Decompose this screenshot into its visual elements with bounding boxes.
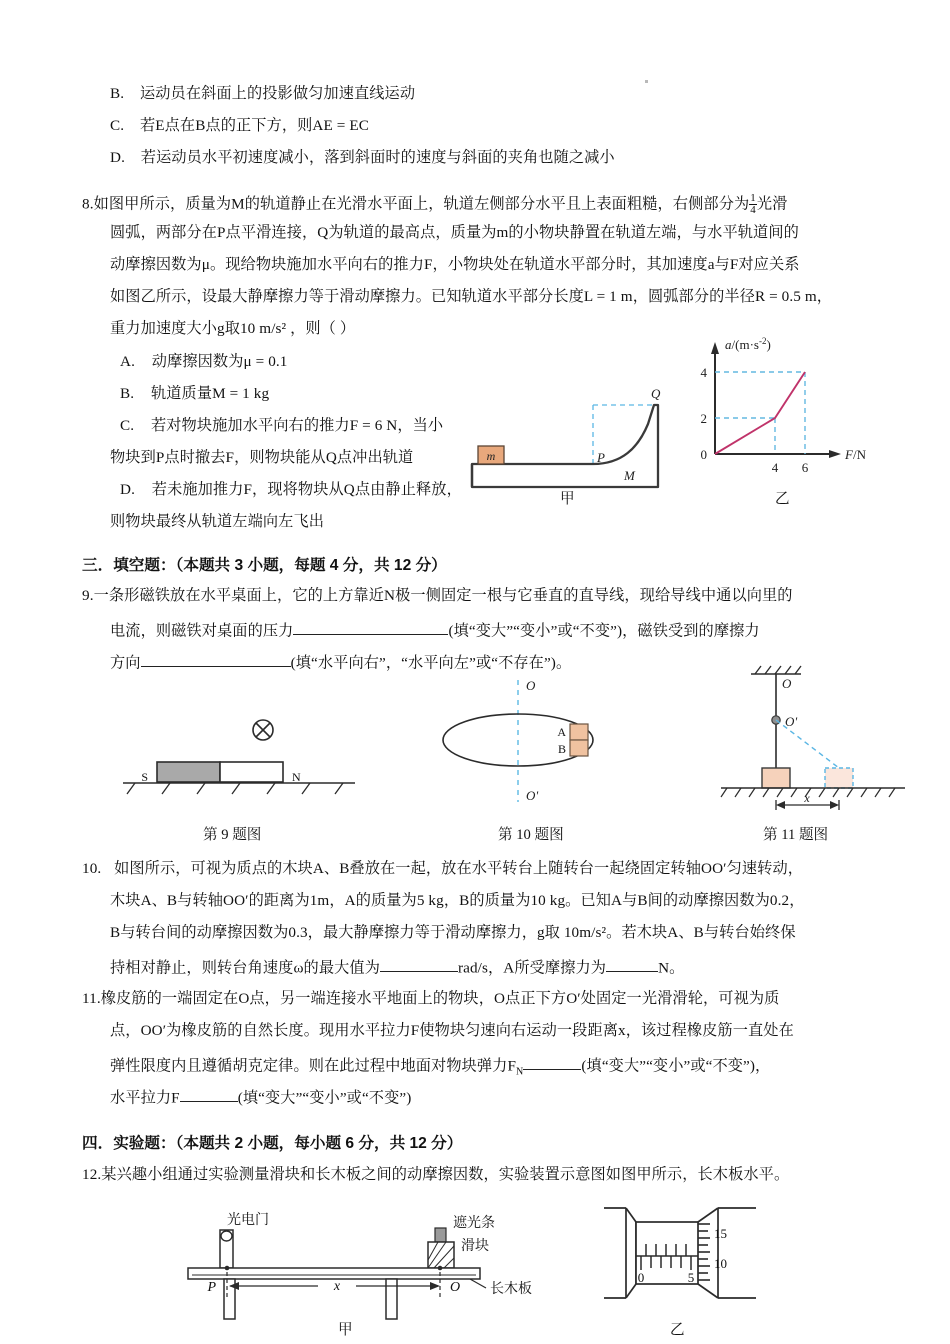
block-A-label: A: [557, 725, 566, 739]
q8-stem-2-text: 圆弧，两部分在P点平滑连接，Q为轨道的最高点，质量为m的小物块静置在轨道左端，与水平轨道间的: [110, 224, 799, 241]
section-4-heading: 四．实验题：（本题共 2 小题，每小题 6 分，共 12 分）: [82, 1135, 463, 1152]
y-tick-4: 4: [700, 365, 707, 380]
q7-option-b: [110, 86, 415, 101]
axis-bottom-label-O-prime: O': [526, 788, 539, 803]
magnet-n-label: N: [292, 770, 301, 784]
point-O-prime-label: O': [785, 714, 798, 729]
q8-option-d-cont: [110, 514, 324, 529]
q8-option-d-cont-text: 则物块最终从轨道左端向左飞出: [110, 513, 325, 530]
q9-line-3-suffix: (填“水平向右”，“水平向左”或“不存在”)。: [290, 654, 572, 672]
q11-line-1-text: 橡皮筋的一端固定在O点，另一端连接水平地面上的物块，O点正下方O′处固定一光滑滑轮，可视为质: [100, 990, 780, 1007]
q8-fraction-one-quarter: $\frac{1}{4}$: [750, 192, 756, 217]
q11-line-4: [110, 1087, 411, 1106]
q10-line-1: [82, 861, 803, 876]
q8-option-a: [120, 354, 288, 369]
q11-line-3-suffix: (填“变大”“变小”或“不变”)，: [581, 1057, 771, 1075]
point-P-label: P: [207, 1280, 216, 1295]
q7-option-c-letter: C.: [110, 117, 125, 134]
q12-number: 12.: [82, 1166, 102, 1183]
q10-turntable-svg: [430, 672, 660, 812]
q10-line-2: [110, 893, 804, 908]
q8-stem-3-text: 动摩擦因数为μ。现给物块施加水平向右的推力F，小物块处在轨道水平部分时，其加速度a与F对应关系: [110, 256, 800, 273]
q11-line-2: [110, 1023, 794, 1038]
photogate-sensor: [221, 1231, 232, 1241]
block-B-label: B: [557, 742, 566, 756]
q8-option-a-letter: A.: [120, 353, 135, 370]
q7-option-b-text: 运动员在斜面上的投影做匀加速直线运动: [139, 85, 416, 102]
q11-figure-caption: 第 11 题图: [763, 827, 829, 843]
q8-jia-caption: 甲: [560, 491, 575, 507]
aF-data-line: [715, 372, 805, 454]
q12-figure-jia: [170, 1200, 560, 1340]
q10-line-3-text: B与转台间的动摩擦因数为0.3，最大静摩擦力等于滑动摩擦力，g取 10m/s²。若木块A、B与转台始终保: [110, 924, 796, 941]
q9-number: 9.: [82, 587, 94, 604]
q11-answer-blank-1[interactable]: [523, 1055, 581, 1070]
q8-option-d-letter: D.: [120, 481, 135, 498]
thimble-label-15: 15: [714, 1226, 727, 1241]
q7-option-d-letter: D.: [110, 149, 125, 166]
q8-option-a-text: 动摩擦因数为μ = 0.1: [151, 353, 288, 370]
current-into-page-icon: [253, 720, 273, 740]
slider-block: [428, 1242, 454, 1268]
y-axis-arrow: [711, 342, 719, 354]
chart-axes: [715, 350, 833, 454]
block-displaced-position: [825, 768, 853, 788]
x-axis-arrow: [829, 450, 841, 458]
q8-stem-line-1: [82, 193, 787, 216]
q11-FN-subscript: N: [516, 1066, 524, 1078]
point-q-label: Q: [651, 386, 661, 401]
q10-line-4: [110, 957, 684, 976]
q7-option-d-text: 若运动员水平初速度减小，落到斜面时的速度与斜面的夹角也随之减小: [140, 149, 615, 166]
q9-line-2: [110, 620, 760, 639]
q8-option-c-cont: [110, 450, 413, 465]
micrometer-thimble: [698, 1208, 756, 1298]
q8-stem-line-3: [110, 257, 800, 272]
x-axis-label: F/N: [845, 447, 866, 462]
q9-line-1-text: 一条形磁铁放在水平桌面上，它的上方靠近N极一侧固定一根与它垂直的直导线，现给导线中通以向里的: [93, 587, 793, 604]
point-O-label: O: [782, 676, 792, 691]
q8-fraction-suffix: 光滑: [756, 195, 788, 213]
q10-answer-blank-2[interactable]: [606, 957, 658, 972]
chart-guide-dashes: [715, 372, 805, 454]
q10-number: 10.: [82, 860, 102, 877]
photogate-label: 光电门: [227, 1213, 269, 1228]
q10-line-4-prefix: 持相对静止，则转台角速度ω的最大值为: [110, 959, 380, 977]
q8-yi-caption: 乙: [775, 491, 790, 507]
q8-option-b-letter: B.: [120, 385, 135, 402]
q11-line-3-text: 弹性限度内且遵循胡克定律。则在此过程中地面对物块弹力F: [110, 1057, 517, 1075]
q8-option-b: [120, 386, 269, 401]
shade-strip-label: 遮光条: [453, 1216, 495, 1231]
ceiling-hatching: [755, 666, 801, 674]
x-tick-6: 6: [801, 460, 809, 475]
q12-yi-caption: 乙: [670, 1322, 685, 1338]
point-O-label: O: [450, 1280, 461, 1295]
q9-figure-caption: 第 9 题图: [203, 827, 262, 843]
q9-answer-blank-2[interactable]: [141, 652, 291, 667]
q9-line-1: [82, 588, 793, 603]
y-tick-2: 2: [700, 411, 707, 426]
shade-strip: [435, 1228, 446, 1242]
scan-artifact-dot: [645, 80, 648, 83]
ground-hatching: [127, 783, 343, 794]
block-original-position: [762, 768, 790, 788]
point-P-marker: [225, 1266, 230, 1271]
dim-arrow-left: [776, 801, 785, 809]
stretched-band-dashed: [776, 720, 839, 768]
point-O-marker: [438, 1266, 443, 1271]
q9-line-3-prefix: 方向: [110, 654, 141, 672]
q10-figure-caption: 第 10 题图: [498, 827, 564, 843]
magnet-north-half: [220, 762, 283, 782]
q9-line-2-prefix: 电流，则磁铁对桌面的压力: [110, 622, 294, 640]
q9-magnet-svg: [115, 688, 405, 813]
q8-option-c-cont-text: 物块到P点时撤去F，则物块能从Q点冲出轨道: [110, 449, 414, 466]
long-board: [188, 1268, 480, 1279]
q11-line-4-prefix: 水平拉力F: [110, 1089, 180, 1107]
q8-option-d: [120, 482, 462, 497]
q11-line-4-suffix: (填“变大”“变小”或“不变”): [237, 1089, 412, 1107]
q11-answer-blank-2[interactable]: [180, 1087, 238, 1102]
q10-answer-blank-1[interactable]: [380, 957, 458, 972]
q8-number: 8.: [82, 195, 94, 213]
q8-option-d-text: 若未施加推力F，现将物块从Q点由静止释放，: [151, 481, 462, 498]
q12-jia-caption: 甲: [338, 1322, 353, 1338]
board-leader-line: [470, 1279, 486, 1288]
q10-line-4-middle: rad/s，A所受摩擦力为: [457, 959, 607, 977]
main-scale-label-0: 0: [637, 1270, 645, 1285]
support-leg-right: [386, 1279, 397, 1319]
q10-line-1-text: 如图所示，可视为质点的木块A、B叠放在一起，放在水平转台上随转台一起绕固定转轴OO′匀速转动，: [114, 860, 804, 877]
q12-line-1: [82, 1167, 789, 1182]
slider-label: 滑块: [461, 1239, 489, 1254]
q8-stem-1-text: 如图甲所示，质量为M的轨道静止在光滑水平面上，轨道左侧部分水平且上表面粗糙，右侧部分为: [93, 195, 750, 213]
q10-line-4-suffix: N。: [658, 959, 685, 977]
q10-line-2-text: 木块A、B与转轴OO′的距离为1m，A的质量为5 kg，B的质量为10 kg。已知A与B间的动摩擦因数为0.2，: [110, 892, 805, 909]
axis-top-label-O: O: [526, 678, 536, 693]
q9-figure: [115, 688, 405, 813]
q11-line-3: [110, 1055, 770, 1078]
q8-stem-line-4: [110, 289, 832, 304]
q7-option-b-letter: B.: [110, 85, 125, 102]
q8-option-c-text: 若对物块施加水平向右的推力F = 6 N，当小: [150, 417, 444, 434]
q8-stem-line-2: [110, 225, 799, 240]
block-m-label: m: [486, 449, 496, 463]
q7-option-c-text: 若E点在B点的正下方，则AE = EC: [139, 117, 369, 134]
micrometer-left-frame: [604, 1208, 636, 1298]
long-board-label: 长木板: [490, 1282, 532, 1297]
q11-figure: [715, 660, 910, 815]
magnet-south-half: [157, 762, 220, 782]
q11-line-2-text: 点，OO′为橡皮筋的自然长度。现用水平拉力F使物块匀速向右运动一段距离x，该过程橡皮筋一直处在: [110, 1022, 794, 1039]
thimble-scale-ticks: [698, 1224, 710, 1280]
x-tick-4: 4: [771, 460, 779, 475]
q8-figure-yi-chart: [693, 332, 868, 477]
q11-line-1: [82, 991, 779, 1006]
block-B: [570, 740, 588, 756]
q9-line-3: [110, 652, 571, 671]
q8-figure-jia: [452, 372, 677, 502]
thimble-label-10: 10: [714, 1256, 727, 1271]
q8-option-c: [120, 418, 443, 433]
q9-answer-blank-1[interactable]: [293, 620, 448, 635]
q8-jia-svg: [452, 372, 677, 502]
q7-option-d: [110, 150, 615, 165]
q10-line-3: [110, 925, 796, 940]
aF-chart-svg: [693, 332, 868, 477]
q7-option-c: [110, 118, 369, 133]
q8-stem-line-5: [110, 321, 355, 336]
q8-stem-5-text: 重力加速度大小g取10 m/s² ，则（ ）: [110, 320, 356, 337]
distance-x-label: x: [333, 1279, 341, 1294]
magnet-s-label: S: [141, 770, 148, 784]
q12-figure-yi: [600, 1196, 760, 1321]
main-scale-label-5: 5: [687, 1270, 695, 1285]
micrometer-svg: [600, 1196, 760, 1321]
dim-arrow-right: [830, 801, 839, 809]
q8-stem-4-text: 如图乙所示，设最大静摩擦力等于滑动摩擦力。已知轨道水平部分长度L = 1 m，圆弧部分的半径R = 0.5 m，: [110, 288, 833, 305]
dimension-x-label: x: [804, 791, 810, 805]
q11-number: 11.: [82, 990, 101, 1007]
q8-option-c-letter: C.: [120, 417, 135, 434]
q10-figure: [430, 672, 660, 812]
origin-label: 0: [700, 447, 707, 462]
q12-line-1-text: 某兴趣小组通过实验测量滑块和长木板之间的动摩擦因数，实验装置示意图如图甲所示，长木板水平。: [101, 1166, 790, 1183]
x-arrow-right: [430, 1282, 440, 1290]
section-3-heading: 三．填空题：（本题共 3 小题，每题 4 分，共 12 分）: [82, 557, 447, 574]
q11-pulley-svg: [715, 660, 910, 815]
q8-option-b-text: 轨道质量M = 1 kg: [150, 385, 270, 402]
block-A: [570, 724, 588, 740]
track-m-label: M: [624, 468, 635, 483]
y-axis-label: $a/(m\cdot s^{-2})$: [725, 336, 771, 352]
q9-line-2-suffix: (填“变大”“变小”或“不变”)，磁铁受到的摩擦力: [448, 622, 760, 640]
point-p-label: P: [597, 450, 605, 465]
q12-apparatus-svg: [170, 1200, 560, 1340]
